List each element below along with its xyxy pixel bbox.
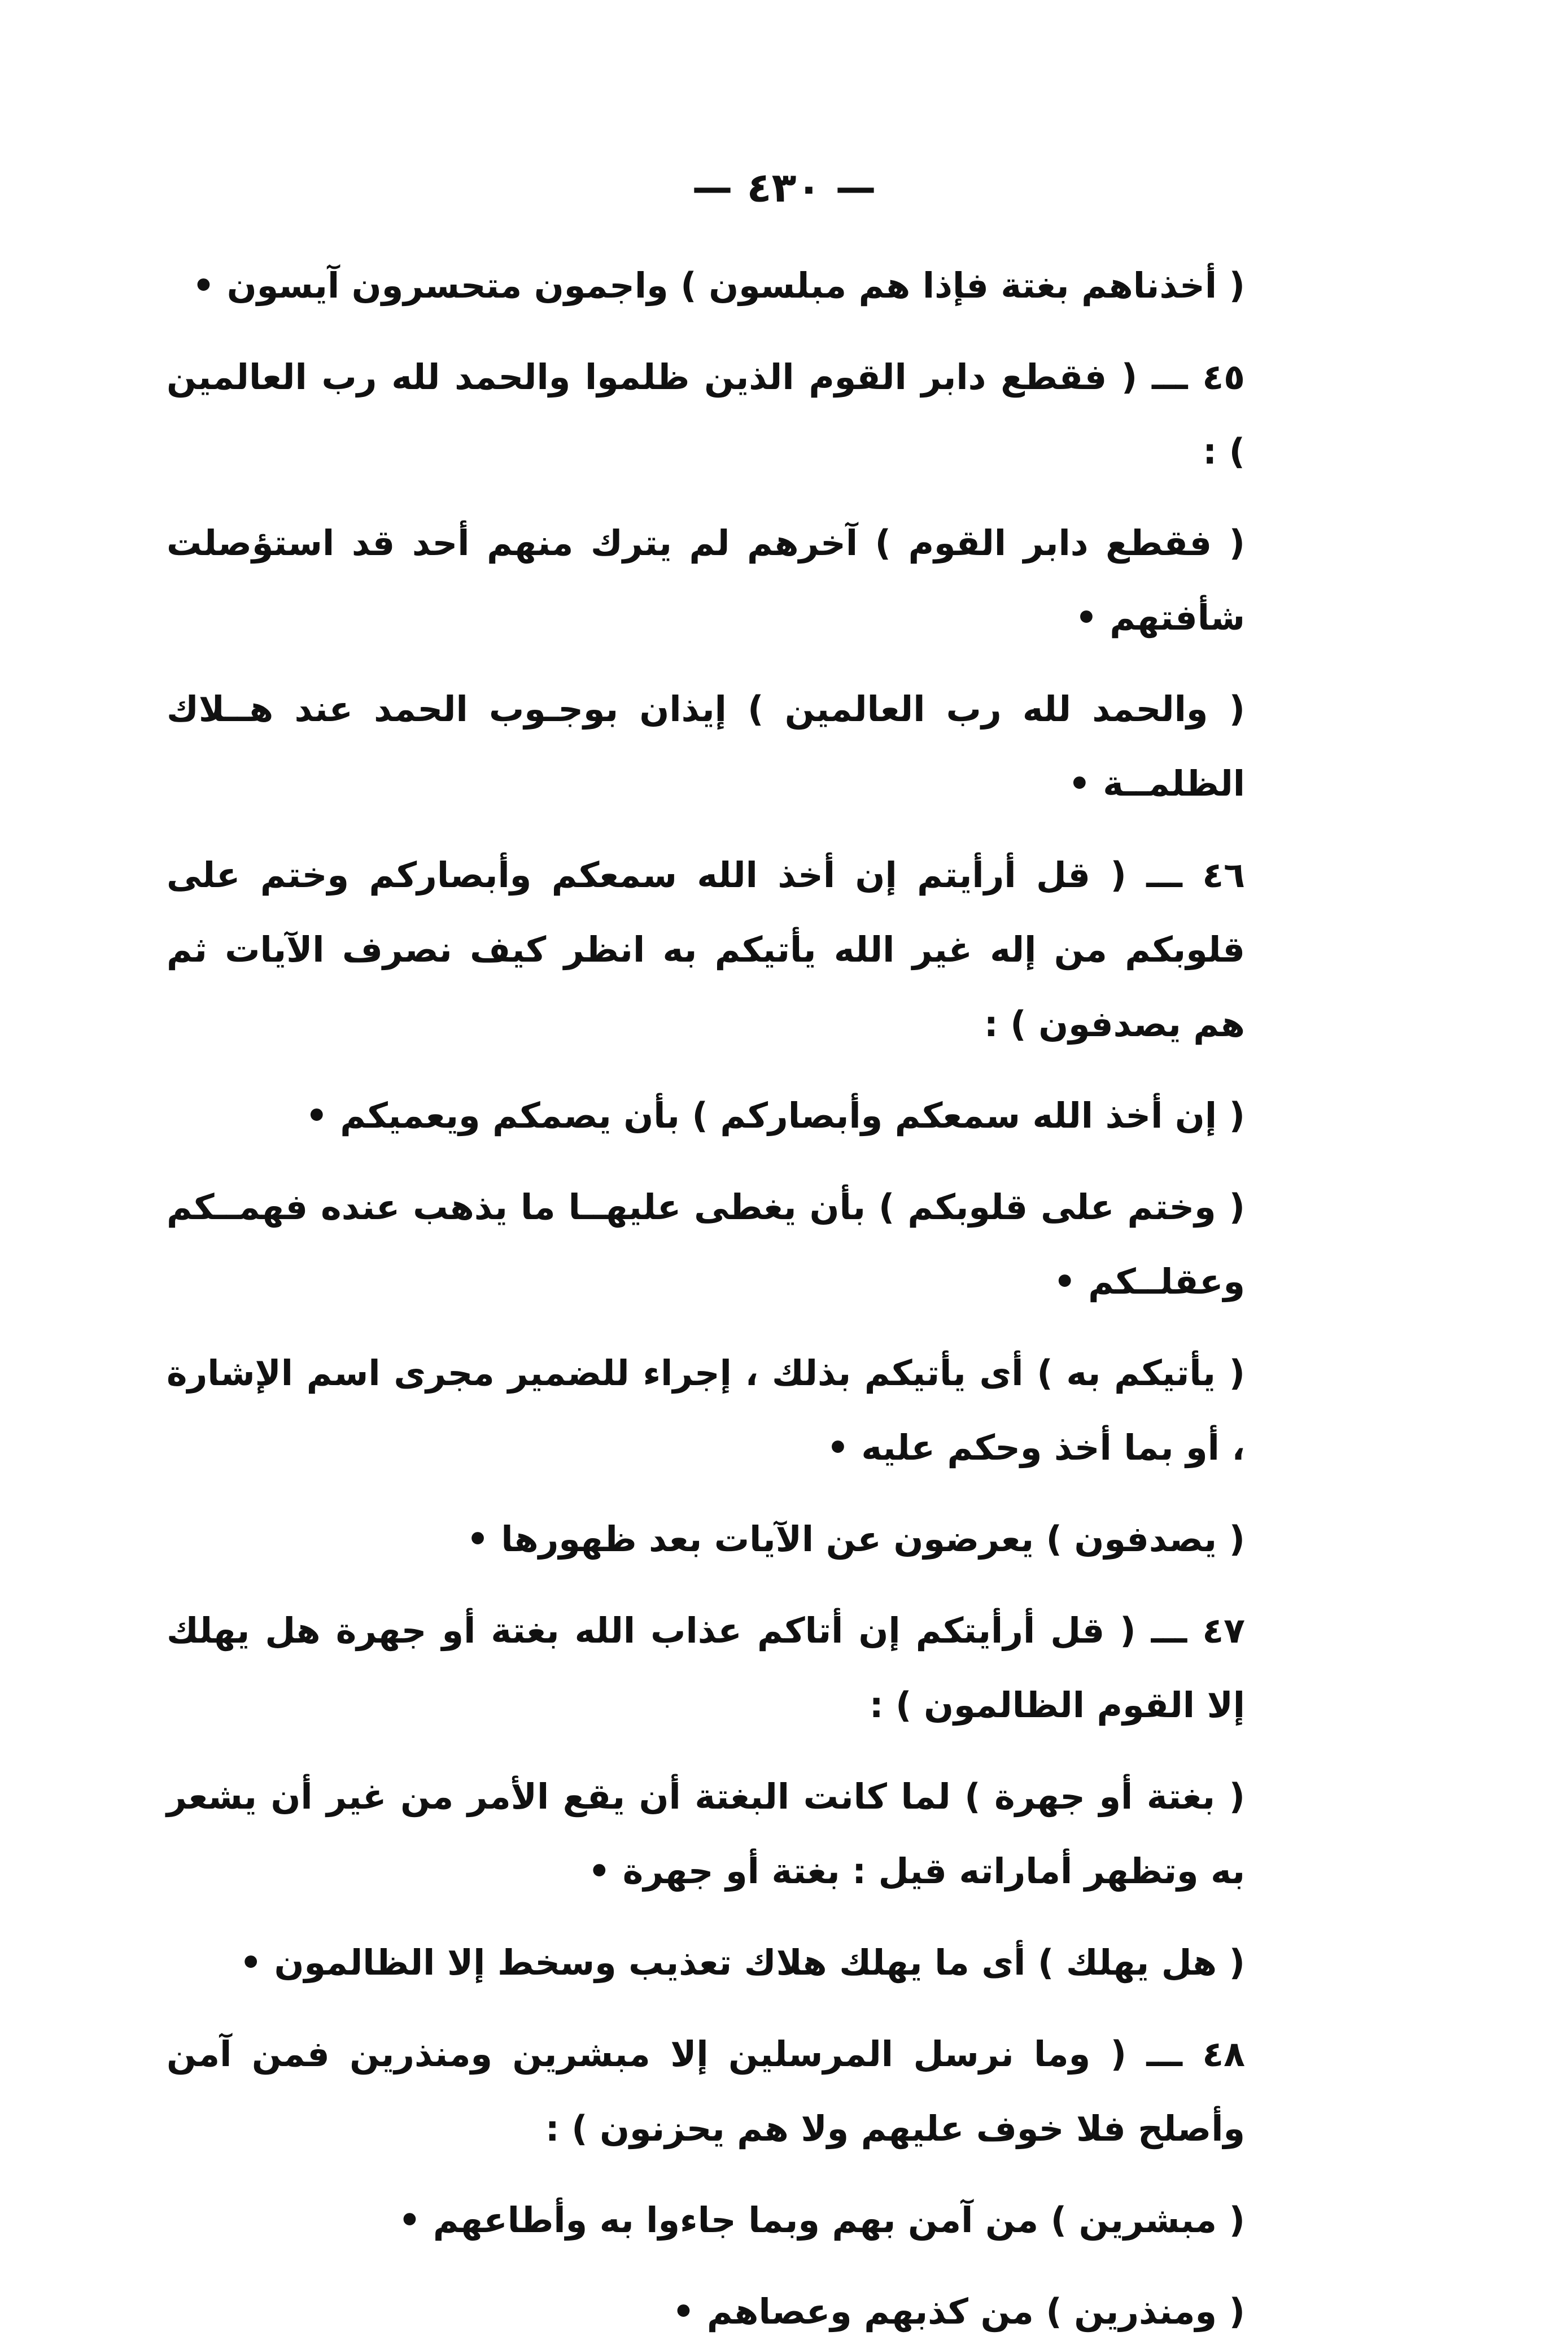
paragraph-5: ٤٦ ـــ ( قل أرأيتم إن أخذ الله سمعكم وأبصاركم وختم على قلوبكم من إله غير الله يأتيكم به انظر كيف نصرف الآيات ثم هم يصدفون ) : xyxy=(167,854,1245,1045)
paragraph-7: ( وختم على قلوبكم ) بأن يغطى عليهــا ما يذهب عنده فهمــكم وعقلــكم • xyxy=(167,1186,1245,1302)
paragraph-10: ٤٧ ـــ ( قل أرأيتكم إن أتاكم عذاب الله بغتة أو جهرة هل يهلك إلا القوم الظالمون ) : xyxy=(167,1610,1245,1726)
paragraph-6: ( إن أخذ الله سمعكم وأبصاركم ) بأن يصمكم ويعميكم • xyxy=(305,1095,1245,1136)
paragraph-8: ( يأتيكم به ) أى يأتيكم بذلك ، إجراء للضمير مجرى اسم الإشارة ، أو بما أخذ وحكم عليه • xyxy=(167,1352,1245,1468)
paragraph-12: ( هل يهلك ) أى ما يهلك هلاك تعذيب وسخط إلا الظالمون • xyxy=(239,1942,1245,1983)
paragraph-2: ٤٥ ـــ ( فقطع دابر القوم الذين ظلموا والحمد لله رب العالمين ) : xyxy=(167,356,1245,472)
paragraph-11: ( بغتة أو جهرة ) لما كانت البغتة أن يقع الأمر من غير أن يشعر به وتظهر أماراته قيل : بغتة أو جهرة • xyxy=(167,1776,1245,1892)
body-text xyxy=(167,248,1245,2349)
paragraph-1: ( أخذناهم بغتة فإذا هم مبلسون ) واجمون متحسرون آيسون • xyxy=(192,265,1245,306)
paragraph-4: ( والحمد لله رب العالمين ) إيذان بوجـوب الحمد عند هــلاك الظلمــة • xyxy=(167,688,1245,804)
paragraph-3: ( فقطع دابر القوم ) آخرهم لم يترك منهم أحد قد استؤصلت شأفتهم • xyxy=(167,522,1245,638)
paragraph-15: ( ومنذرين ) من كذبهم وعصاهم • xyxy=(672,2291,1245,2332)
page-number: — ٤٣٠ — xyxy=(692,164,876,211)
paragraph-9: ( يصدفون ) يعرضون عن الآيات بعد ظهورها • xyxy=(466,1518,1245,1560)
paragraph-13: ٤٨ ـــ ( وما نرسل المرسلين إلا مبشرين ومنذرين فمن آمن وأصلح فلا خوف عليهم ولا هم يحزنون ) : xyxy=(167,2033,1245,2149)
paragraph-14: ( مبشرين ) من آمن بهم وبما جاءوا به وأطاعهم • xyxy=(398,2199,1245,2241)
